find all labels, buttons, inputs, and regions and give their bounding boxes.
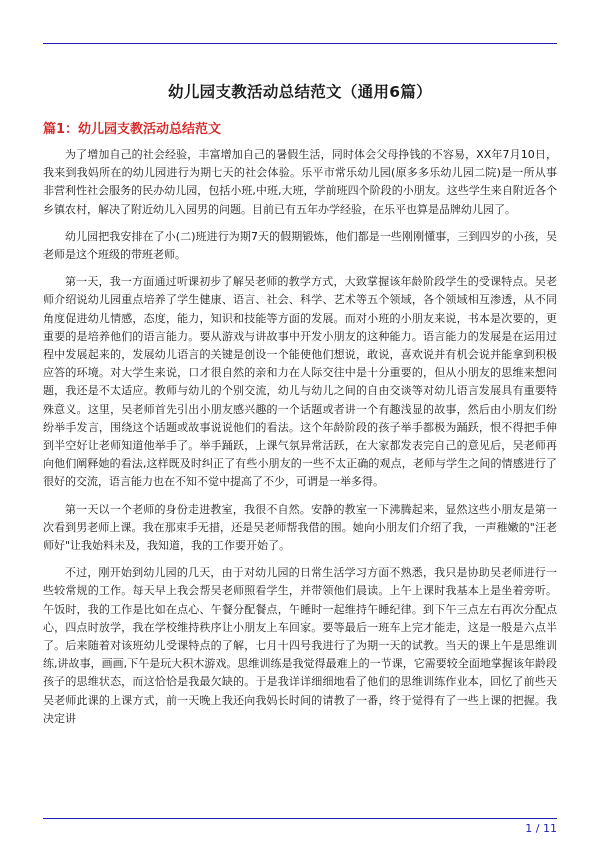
- paragraph: 第一天以一个老师的身份走进教室，我很不自然。安静的教室一下沸腾起来，显然这些小朋友是第一次看到男老师上课。我在那束手无措，还是吴老师帮我借的围。她向小朋友们介绍了我，一声稚嫩的"汪老师好"让我始料未及，我知道，我的工作要开始了。: [43, 502, 557, 553]
- page-indicator: 1 / 11: [525, 822, 557, 835]
- paragraph: 第一天，我一方面通过听课初步了解吴老师的教学方式，大致掌握该年龄阶段学生的受课特点。吴老师介绍说幼儿园重点培养了学生健康、语言、社会、科学、艺术等五个领域，各个领域相互渗透，从不同角度促进幼儿情感，态度，能力，知识和技能等方面的发展。而对小班的小朋友来说，书本是次要的，更重要的是培养他们的语言能力。要从游戏与讲故事中开发小朋友的这种能力。语言能力的发展是在运用过程中发展起来的，发展幼儿语言的关键是创设一个能使他们想说，敢说，喜欢说并有机会说并能拿到积极应答的环境。对大学生来说，口才很自然的亲和力在人际交往中是十分重要的，但从小朋友的思维来想问题，我还是不太适应。教师与幼儿的个别交流，幼儿与幼儿之间的自由交谈等对幼儿语言发展具有重要特殊意义。这里，吴老师首先引出小朋友感兴趣的一个话题或者讲一个有趣浅显的故事，然后由小朋友们纷纷举手发言，围绕这个话题或故事说说他们的看法。这个年龄阶段的孩子举手都极为踊跃，恨不得把手伸到半空好让老师知道他举手了。举手踊跃，上课气氛异常活跃，在大家都发表完自己的意见后，吴老师再向他们阐释她的看法,这样既及时纠正了有些小朋友的一些不太正确的观点，老师与学生之间的情感进行了很好的交流，语言能力也在不知不觉中提高了不少，可谓是一举多得。: [43, 275, 557, 489]
- document-body: [43, 146, 557, 737]
- paragraph: 不过，刚开始到幼儿园的几天，由于对幼儿园的日常生活学习方面不熟悉，我只是协助吴老师进行一些较常规的工作。每天早上我会帮吴老师照看学生，并带领他们晨读。上午上课时我基本上是坐着旁听。午饭时，我的工作是比如在点心、午餐分配餐点，午睡时一起维持午睡纪律。到下午三点左右再次分配点心，四点时放学，我在学校维持秩序让小朋友上车回家。要等最后一班车上完才能走，这是一般是六点半了。后来随着对该班幼儿受课特点的了解，七月十四号我进行了为期一天的试教。当天的课上午是思维训练,讲故事，画画,下午是玩大积木游戏。思维训练是我觉得最难上的一节课，它需要较全面地掌握该年龄段孩子的思维状态，而这恰恰是我最欠缺的。于是我详详细细地看了他们的思维训练作业本，回忆了前些天吴老师此课的上课方式，前一天晚上我还向我妈长时间的请教了一番，终于觉得有了一些上课的把握。我决定讲: [43, 566, 557, 725]
- paragraph: 幼儿园把我安排在了小(二)班进行为期7天的假期锻炼，他们都是一些刚刚懂事，三到四岁的小孩，吴老师是这个班级的带班老师。: [43, 229, 557, 262]
- document-title: 幼儿园支教活动总结范文（通用6篇）: [168, 83, 432, 101]
- section-heading: 篇1：幼儿园支教活动总结范文: [43, 122, 222, 137]
- header-rule: [43, 43, 557, 44]
- paragraph: 为了增加自己的社会经验，丰富增加自己的暑假生活，同时体会父母挣钱的不容易，XX年7月10日，我来到我妈所在的幼儿园进行为期七天的社会体验。乐平市常乐幼儿园(原多多乐幼儿园二院)是一所从事非营利性社会服务的民办幼儿园，包括小班,中班,大班，学前班四个阶段的小朋友。这些学生来自附近各个乡镇农村，解决了附近幼儿入园男的问题。目前已有五年办学经验，在乐平也算是品牌幼儿园了。: [43, 148, 557, 216]
- footer-rule: [43, 818, 557, 819]
